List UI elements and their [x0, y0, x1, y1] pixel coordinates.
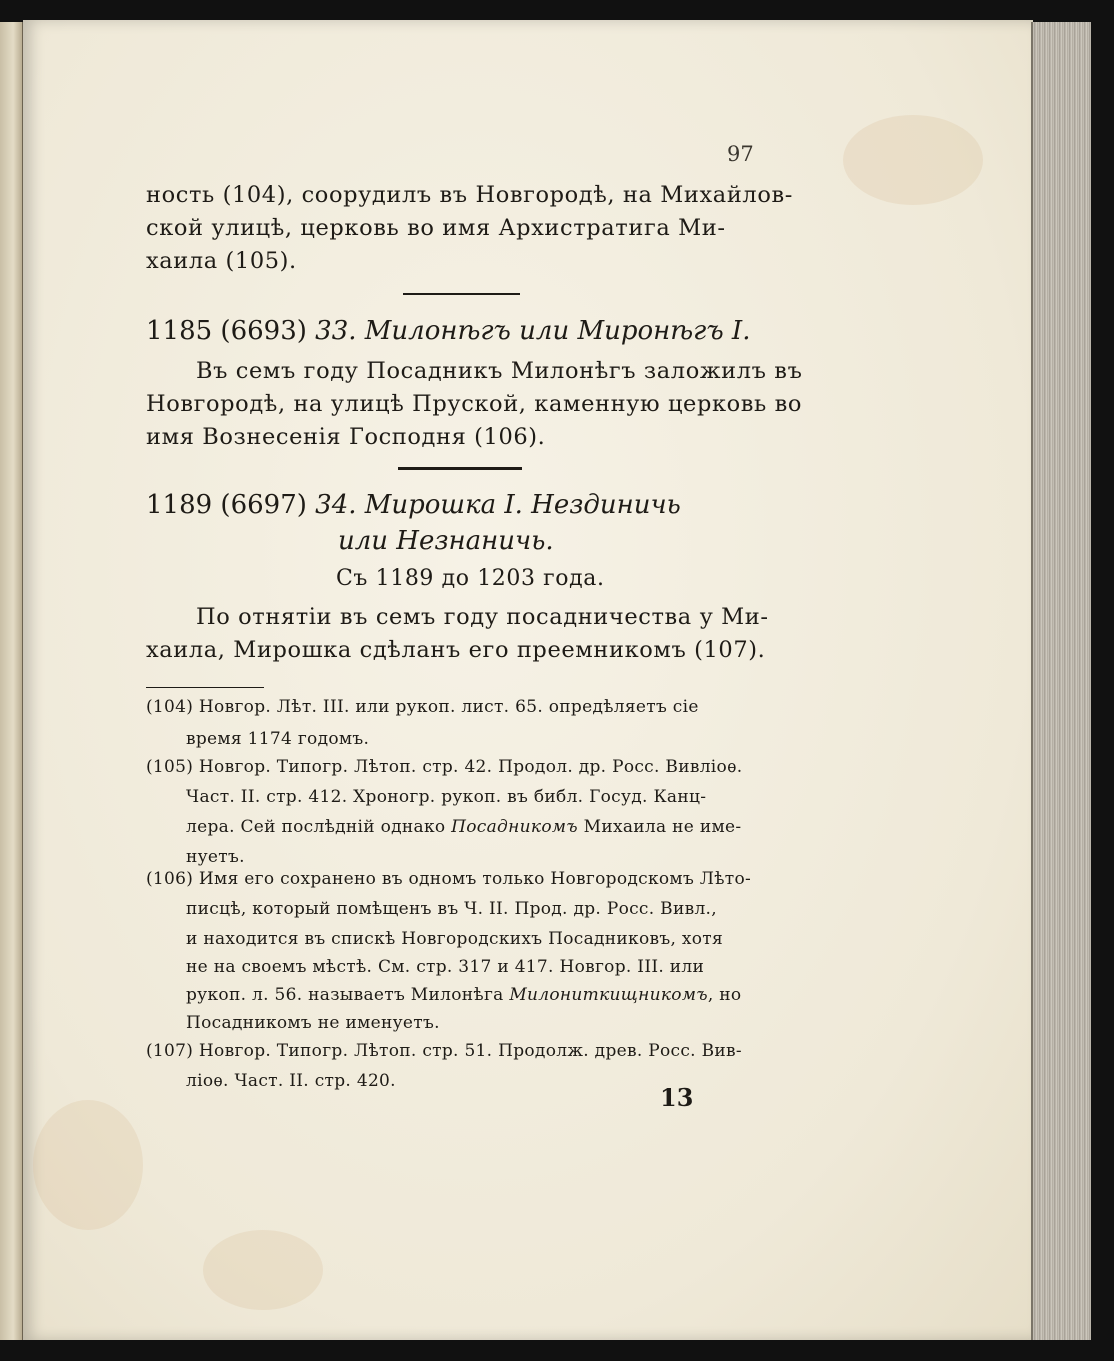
footnote-text: лера. Сей послѣдній однако — [186, 817, 446, 837]
footnote-italic: Посадникомъ — [451, 817, 578, 837]
heading-title: 34. Мирошка I. Нездиничь — [315, 490, 681, 520]
section-subheading: Съ 1189 до 1203 года. — [336, 566, 605, 591]
body-line: Новгородѣ, на улицѣ Пруской, каменную церковь во — [146, 391, 803, 417]
footnote-line: и находится въ спискѣ Новгородскихъ Посадниковъ, хотя — [186, 929, 724, 949]
footnote-line — [186, 817, 741, 837]
footnote-line: нуетъ. — [186, 847, 245, 867]
footnote-text: Михаила не име- — [583, 817, 742, 837]
footnote-107: (107) Новгор. Типогр. Лѣтоп. стр. 51. Продолж. древ. Росс. Вив- — [146, 1041, 742, 1061]
footnote-104: (104) Новгор. Лѣт. III. или рукоп. лист. 65. опредѣляетъ сіе — [146, 697, 699, 717]
printer-signature-mark: 13 — [660, 1083, 694, 1112]
heading-years: 1189 (6697) — [146, 490, 307, 520]
section-rule — [398, 467, 522, 470]
page-number: 97 — [727, 142, 754, 166]
body-line: имя Вознесенія Господня (106). — [146, 424, 546, 450]
section-heading-34-cont — [338, 526, 554, 556]
footnote-106: (106) Имя его сохранено въ одномъ только Новгородскомъ Лѣто- — [146, 869, 752, 889]
heading-title-cont: или Незнаничь. — [338, 526, 554, 556]
section-heading-34 — [146, 490, 681, 520]
body-line: хаила, Мирошка сдѣланъ его преемникомъ (107). — [146, 637, 766, 663]
paper-stain — [843, 115, 983, 205]
footnote-line: ліоѳ. Част. II. стр. 420. — [186, 1071, 396, 1091]
body-line: ской улицѣ, церковь во имя Архистратига Ми- — [146, 215, 726, 241]
footnote-rule — [146, 687, 264, 688]
footnote-italic: Милониткищникомъ — [509, 985, 708, 1005]
footnote-line: время 1174 годомъ. — [186, 729, 370, 749]
footnote-line: Част. II. стр. 412. Хроногр. рукоп. въ библ. Госуд. Канц- — [186, 787, 707, 807]
page-stack-edge — [1031, 22, 1091, 1340]
body-line: хаила (105). — [146, 248, 297, 274]
heading-years: 1185 (6693) — [146, 316, 307, 346]
heading-title: 33. Милонѣгъ или Миронѣгъ I. — [315, 316, 751, 346]
body-line: Въ семъ году Посадникъ Милонѣгъ заложилъ въ — [196, 358, 803, 384]
footnote-line: не на своемъ мѣстѣ. См. стр. 317 и 417. Новгор. III. или — [186, 957, 705, 977]
footnote-line — [186, 985, 741, 1005]
footnote-line: писцѣ, который помѣщенъ въ Ч. II. Прод. др. Росс. Вивл., — [186, 899, 717, 919]
section-rule — [403, 293, 520, 295]
footnote-line: Посадникомъ не именуетъ. — [186, 1013, 440, 1033]
body-line: По отнятіи въ семъ году посадничества у Ми- — [196, 604, 769, 630]
paper-stain — [33, 1100, 143, 1230]
paper-stain — [203, 1230, 323, 1310]
body-line: ность (104), соорудилъ въ Новгородѣ, на Михайлов- — [146, 182, 793, 208]
left-page-edge — [0, 22, 23, 1340]
footnote-105: (105) Новгор. Типогр. Лѣтоп. стр. 42. Продол. др. Росс. Вивліоѳ. — [146, 757, 743, 777]
footnote-text: , но — [707, 985, 742, 1005]
section-heading-33 — [146, 316, 750, 346]
footnote-text: рукоп. л. 56. называетъ Милонѣга — [186, 985, 504, 1005]
